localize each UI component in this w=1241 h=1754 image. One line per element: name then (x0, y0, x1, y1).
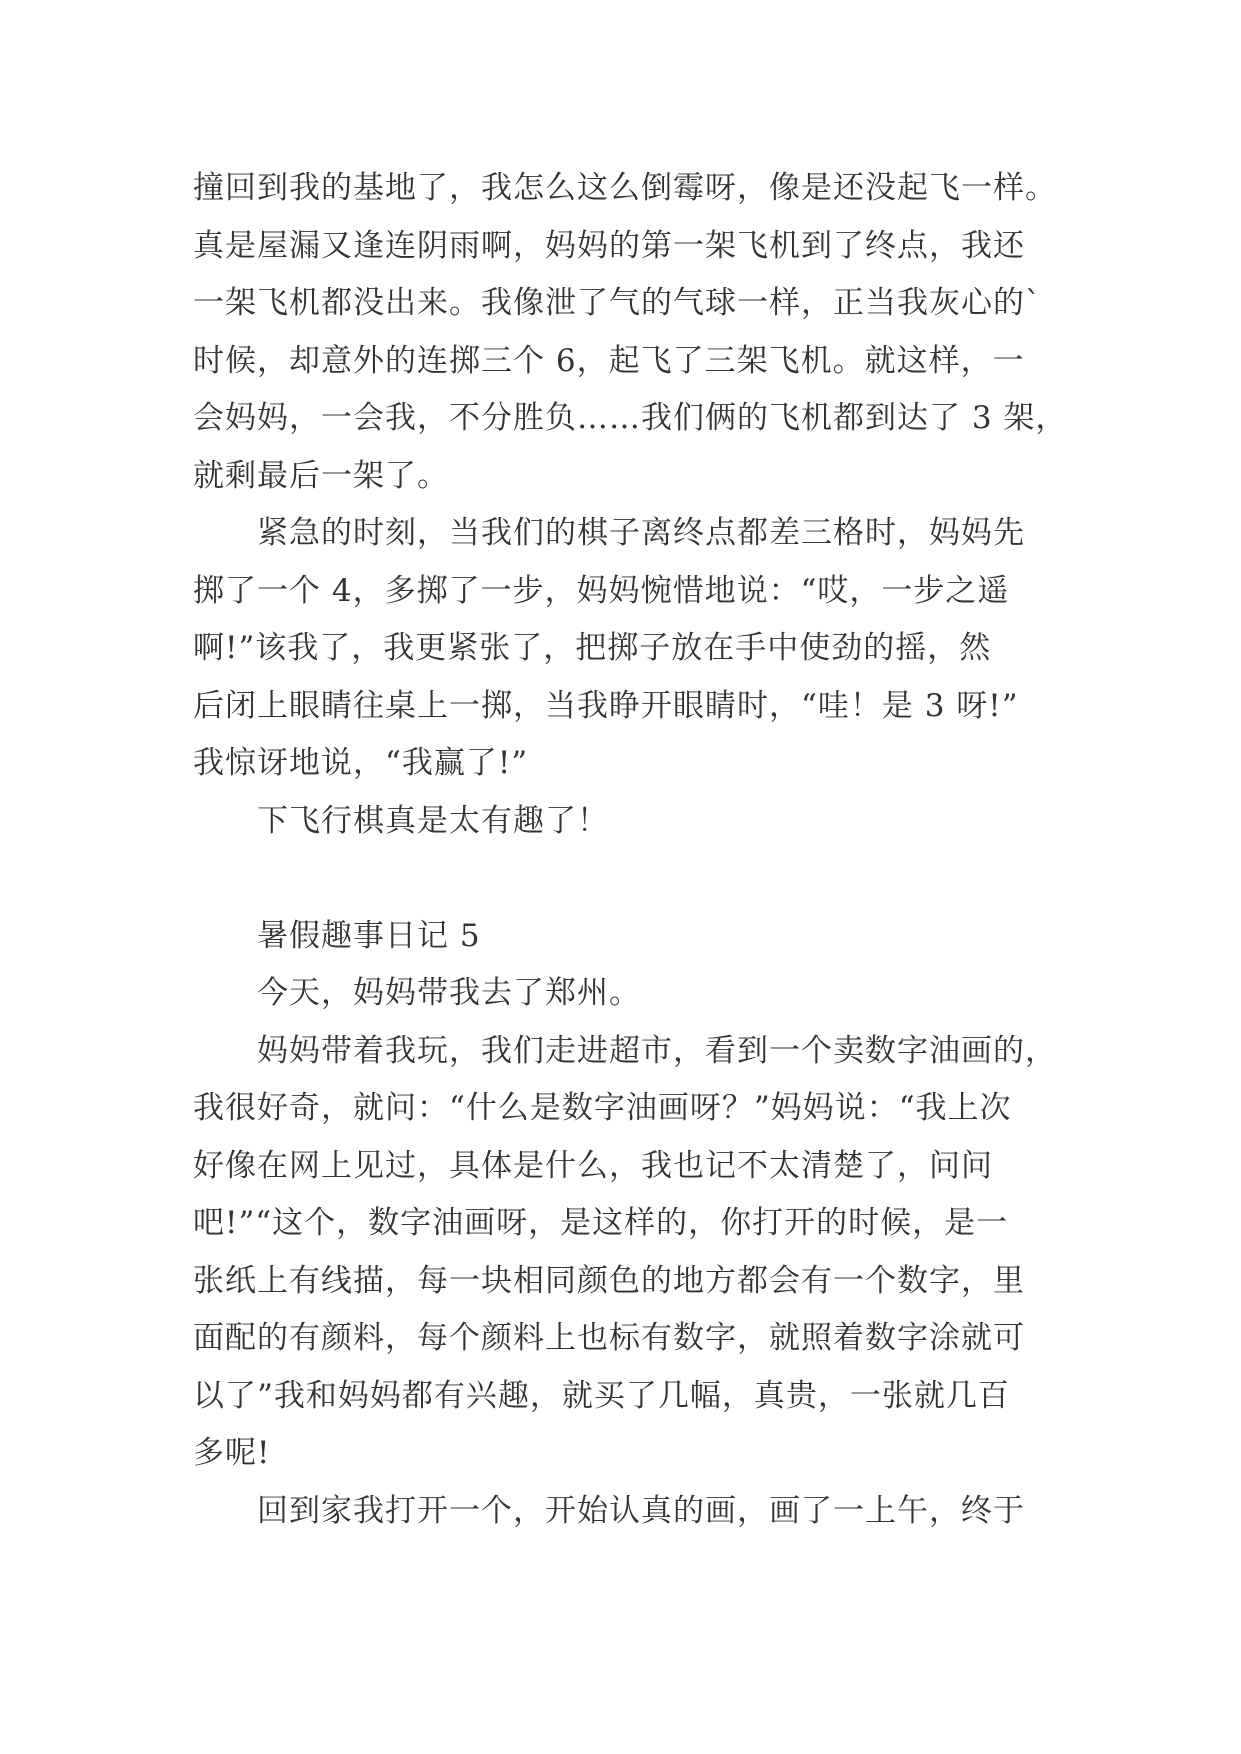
text-line: 下飞行棋真是太有趣了！ (257, 802, 609, 839)
text-line: 撞回到我的基地了，我怎么这么倒霉呀，像是还没起飞一样。 (193, 170, 1057, 206)
text-line: 一架飞机都没出来。我像泄了气的气球一样，正当我灰心的` (193, 285, 1042, 321)
text-line: 紧急的时刻，当我们的棋子离终点都差三格时，妈妈先 (257, 515, 1025, 551)
text-line: 掷了一个 4，多掷了一步，妈妈惋惜地说：“哎，一步之遥 (193, 572, 1010, 609)
document-body (193, 160, 1068, 1540)
text-line: 吧!”“这个，数字油画呀，是这样的，你打开的时候，是一 (193, 1205, 1009, 1241)
blank-line (193, 850, 1055, 908)
text-line: 多呢! (193, 1435, 271, 1471)
text-line: 暑假趣事日记 5 (257, 917, 481, 954)
text-line: 就剩最后一架了。 (193, 457, 449, 494)
text-line: 会妈妈，一会我，不分胜负……我们俩的飞机都到达了 3 架， (193, 400, 1068, 436)
text-line: 我很好奇，就问：“什么是数字油画呀？”妈妈说：“我上次 (193, 1090, 1012, 1126)
text-line: 张纸上有线描，每一块相同颜色的地方都会有一个数字，里 (193, 1262, 1025, 1299)
text-line: 后闭上眼睛往桌上一掷，当我睁开眼睛时，“哇！是 3 呀!” (193, 687, 1019, 724)
text-line: 面配的有颜料，每个颜料上也标有数字，就照着数字涂就可 (193, 1320, 1025, 1356)
text-line: 我惊讶地说，“我赢了!” (193, 745, 529, 781)
text-line: 今天，妈妈带我去了郑州。 (257, 975, 641, 1011)
text-line: 真是屋漏又逢连阴雨啊，妈妈的第一架飞机到了终点，我还 (193, 227, 1025, 264)
text-line: 回到家我打开一个，开始认真的画，画了一上午，终于 (257, 1492, 1025, 1529)
text-line: 时候，却意外的连掷三个 6，起飞了三架飞机。就这样，一 (193, 342, 1025, 379)
text-line: 好像在网上见过，具体是什么，我也记不太清楚了，问问 (193, 1147, 993, 1184)
text-line: 妈妈带着我玩，我们走进超市，看到一个卖数字油画的， (257, 1032, 1057, 1069)
text-line: 啊!”该我了，我更紧张了，把掷子放在手中使劲的摇，然 (193, 630, 992, 666)
text-line: 以了”我和妈妈都有兴趣，就买了几幅，真贵，一张就几百 (193, 1377, 1010, 1414)
